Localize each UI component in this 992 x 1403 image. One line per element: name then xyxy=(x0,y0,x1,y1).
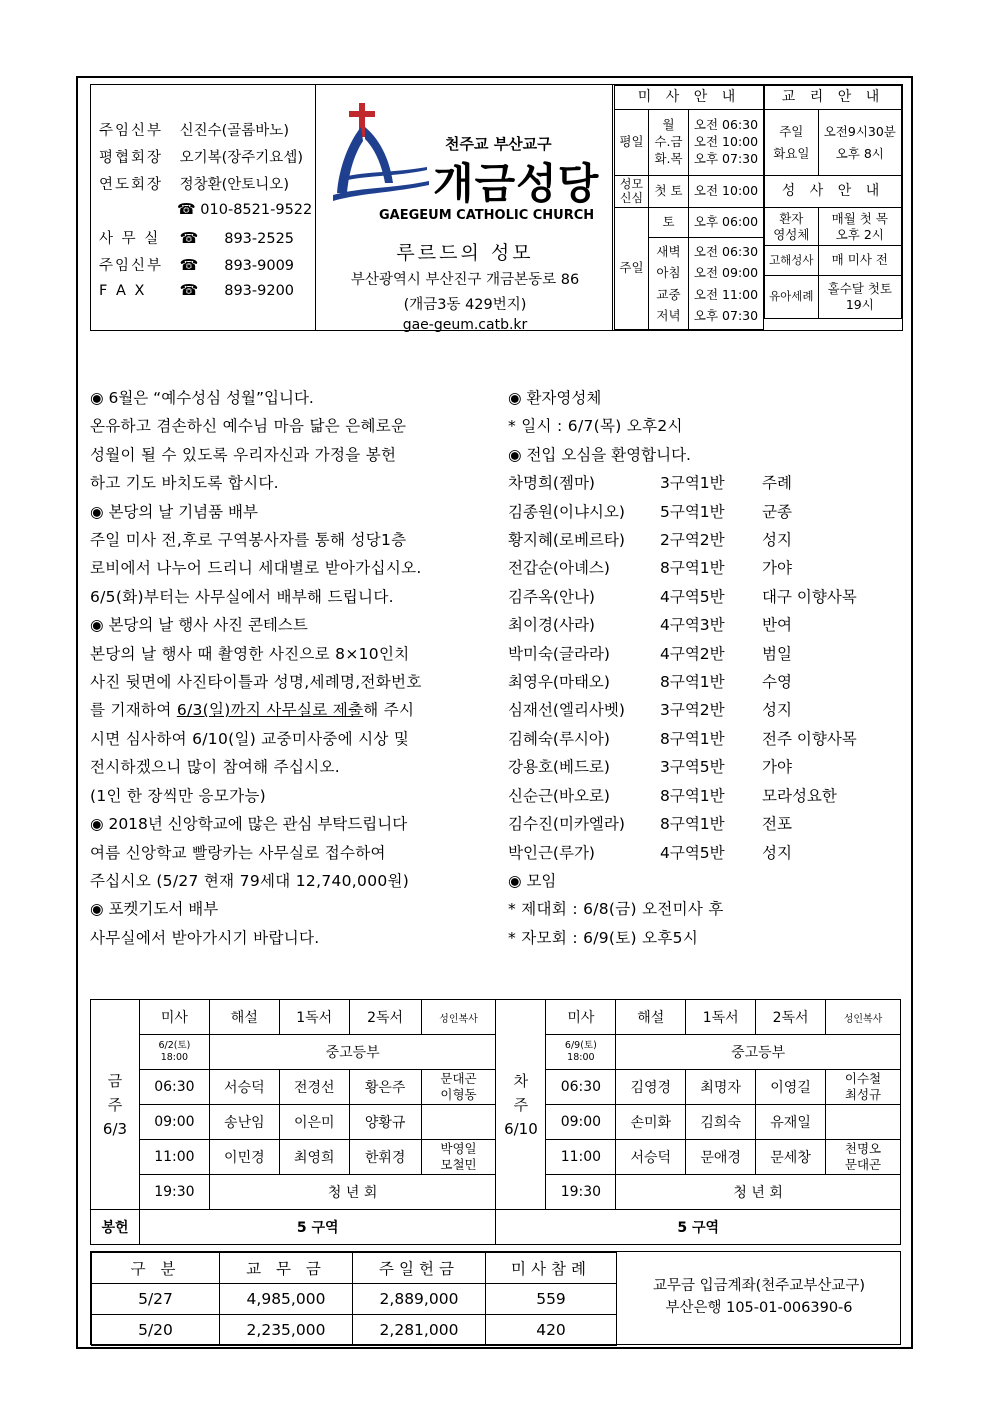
sunday-mass-time: 오후 07:30 xyxy=(693,307,759,323)
paragraph-line: 사진 뒷면에 사진타이틀과 성명,세례명,전화번호 xyxy=(90,673,422,692)
offering-next-week: 5 구역 xyxy=(496,1210,901,1245)
ministry-roster-table xyxy=(90,999,901,1245)
newcomer-name: 박인근(루가) xyxy=(508,843,595,862)
finance-header: 주일헌금 xyxy=(353,1253,486,1284)
weekday-time: 오후 07:30 xyxy=(693,150,759,166)
mass-time: 11:00 xyxy=(139,1140,209,1175)
newcomer-name: 심재선(엘리사벳) xyxy=(508,701,625,720)
newcomer-prev-parish: 전주 이향사목 xyxy=(762,729,857,748)
mass-time: 19:30 xyxy=(546,1175,616,1210)
paragraph-line: 로비에서 나누어 드리니 세대별로 받아가십시오. xyxy=(90,559,422,578)
header xyxy=(90,84,903,331)
pastor-tel: 893-9009 xyxy=(224,258,295,274)
roster-group: 중고등부 xyxy=(209,1035,496,1070)
saturday-day: 토 xyxy=(649,208,689,238)
phone-icon: ☎ xyxy=(179,229,199,247)
phone-icon: ☎ xyxy=(177,200,196,218)
pastor-tel-row xyxy=(99,254,294,275)
fax-row xyxy=(99,281,294,299)
mobile-row xyxy=(177,200,312,218)
roster-header: 해설 xyxy=(616,1000,686,1035)
paragraph-line: 여름 신앙학교 빨랑카는 사무실로 접수하여 xyxy=(90,843,386,862)
sick-communion-label: 환자 영성체 xyxy=(765,208,819,246)
newcomer-name: 황지혜(로베르타) xyxy=(508,531,625,550)
society-label: 연도회장 xyxy=(99,177,164,193)
newcomer-prev-parish: 수영 xyxy=(762,673,792,692)
catechism-time: 오후 8시 xyxy=(835,145,884,161)
mass-time: 19:30 xyxy=(139,1175,209,1210)
underlined-deadline: 6/3(일)까지 사무실로 제출 xyxy=(176,701,364,720)
paragraph-line xyxy=(90,696,500,724)
newcomer-prev-parish: 대구 이향사목 xyxy=(762,587,857,606)
first-reader: 최명자 xyxy=(686,1070,756,1105)
weekday-days xyxy=(649,110,689,176)
newcomer-prev-parish: 가야 xyxy=(762,758,792,777)
church-name-en: GAEGEUM CATHOLIC CHURCH xyxy=(379,208,595,223)
paragraph-line: 주십시오 (5/27 현재 79세대 12,740,000원) xyxy=(90,871,410,890)
paragraph-line: 시면 심사하여 6/10(일) 교중미사중에 시상 및 xyxy=(90,729,410,748)
finance-cell: 5/20 xyxy=(92,1315,220,1346)
newcomer-district: 4구역3반 xyxy=(660,616,725,635)
paragraph-line: 하고 기도 바치도록 합시다. xyxy=(90,474,279,493)
website-link[interactable]: gae-geum.catb.kr xyxy=(402,317,528,333)
mass-schedule-title: 미 사 안 내 xyxy=(615,86,764,110)
holy-hour-label: 성모 신심 xyxy=(615,176,649,208)
first-reader: 김희숙 xyxy=(686,1105,756,1140)
office-tel: 893-2525 xyxy=(224,231,295,247)
finance-cell: 2,281,000 xyxy=(353,1315,486,1346)
newcomer-row xyxy=(508,498,908,526)
finance-table xyxy=(91,1252,617,1346)
sick-communion-value: 매월 첫 목 오후 2시 xyxy=(818,208,901,246)
second-reader: 양황규 xyxy=(349,1105,421,1140)
mass-time: 6/2(토) 18:00 xyxy=(139,1035,209,1070)
account-number: 부산은행 105-01-006390-6 xyxy=(665,1300,853,1316)
newcomer-row xyxy=(508,640,908,668)
first-reader: 최영희 xyxy=(279,1140,349,1175)
paragraph-line: (1인 한 장씩만 응모가능) xyxy=(90,786,266,805)
pastor-label: 주임신부 xyxy=(99,123,164,139)
holy-hour-day: 첫 토 xyxy=(649,176,689,208)
newcomer-name: 박미숙(글라라) xyxy=(508,644,610,663)
church-name: 개금성당 xyxy=(433,159,600,208)
bank-account xyxy=(619,1275,899,1319)
next-week-label: 차 주 6/10 xyxy=(496,1000,546,1210)
paragraph-line: 본당의 날 행사 때 촬영한 사진으로 8×10인치 xyxy=(90,644,410,663)
church-logo-icon xyxy=(331,97,431,203)
roster-row xyxy=(91,1035,901,1070)
section-heading: ◉ 2018년 신앙학교에 많은 관심 부탁드립니다 xyxy=(90,815,408,834)
sunday-mass-names xyxy=(649,238,689,330)
weekday-time: 오전 10:00 xyxy=(693,134,759,150)
newcomer-district: 5구역1반 xyxy=(660,502,725,521)
baptism-value: 홀수달 첫토 19시 xyxy=(818,276,901,319)
roster-header: 해설 xyxy=(209,1000,279,1035)
commentator: 서승덕 xyxy=(616,1140,686,1175)
newcomer-name: 신순근(바오로) xyxy=(508,786,610,805)
roster-header-row xyxy=(91,1000,901,1035)
sunday-mass-time: 오전 11:00 xyxy=(693,286,759,302)
second-reader: 한휘경 xyxy=(349,1140,421,1175)
finance-cell: 2,889,000 xyxy=(353,1284,486,1315)
baptism-label: 유아세례 xyxy=(765,276,819,319)
address: 부산광역시 부산진구 개금본동로 86 xyxy=(350,272,580,288)
newcomer-list xyxy=(508,469,908,867)
newcomer-district: 8구역1반 xyxy=(660,786,725,805)
newcomer-row xyxy=(508,583,908,611)
weekday-time: 오전 06:30 xyxy=(693,117,759,133)
newcomer-district: 3구역2반 xyxy=(660,701,725,720)
newcomer-district: 8구역1반 xyxy=(660,729,725,748)
newcomer-name: 김주옥(안나) xyxy=(508,587,595,606)
first-reader: 문애경 xyxy=(686,1140,756,1175)
newcomer-name: 차명희(젬마) xyxy=(508,474,595,493)
section-heading: ◉ 전입 오심을 환영합니다. xyxy=(508,445,691,464)
mobile-number: 010-8521-9522 xyxy=(200,202,313,218)
finance-cell: 559 xyxy=(486,1284,617,1315)
newcomer-row xyxy=(508,526,908,554)
finance-cell: 4,985,000 xyxy=(220,1284,353,1315)
section-heading: ◉ 6월은 “예수성심 성월”입니다. xyxy=(90,389,314,407)
announcements-right xyxy=(508,384,908,952)
weekday-day: 월 xyxy=(662,117,675,133)
finance-header: 미사참례 xyxy=(486,1253,617,1284)
roster-row xyxy=(91,1070,901,1105)
paragraph-line: 온유하고 겸손하신 예수님 마음 닮은 은혜로운 xyxy=(90,417,407,436)
confession-label: 고해성사 xyxy=(765,246,819,276)
newcomer-row xyxy=(508,668,908,696)
sunday-mass-times xyxy=(689,238,764,330)
paragraph-line: 주일 미사 전,후로 구역봉사자를 통해 성당1층 xyxy=(90,531,407,550)
phone-icon: ☎ xyxy=(179,256,199,274)
altar-server xyxy=(421,1105,496,1140)
saturday-time: 오후 06:00 xyxy=(689,208,764,238)
commentator: 서승덕 xyxy=(209,1070,279,1105)
pastor-tel-label: 주임신부 xyxy=(99,258,164,274)
newcomer-district: 4구역2반 xyxy=(660,644,725,663)
newcomer-prev-parish: 모라성요한 xyxy=(762,786,837,805)
newcomer-name: 김종원(이냐시오) xyxy=(508,502,625,521)
second-reader: 황은주 xyxy=(349,1070,421,1105)
text-run: 해 주시 xyxy=(363,701,415,720)
commentator: 이민경 xyxy=(209,1140,279,1175)
office-label: 사 무 실 xyxy=(99,231,161,247)
mass-time: 06:30 xyxy=(139,1070,209,1105)
newcomer-row xyxy=(508,839,908,867)
sick-communion-text: * 일시 : 6/7(목) 오후2시 xyxy=(508,417,683,436)
finance-section xyxy=(90,1251,901,1345)
newcomer-name: 최영우(마태오) xyxy=(508,673,610,692)
roster-header: 2독서 xyxy=(756,1000,826,1035)
paragraph-line: 사무실에서 받아가시기 바랍니다. xyxy=(90,928,320,947)
bulletin-page xyxy=(76,76,913,1349)
roster-group: 청 년 회 xyxy=(616,1175,901,1210)
newcomer-row xyxy=(508,611,908,639)
society-name: 정창환(안토니오) xyxy=(179,177,289,193)
roster-group: 중고등부 xyxy=(616,1035,901,1070)
offering-label: 봉헌 xyxy=(91,1210,140,1245)
paragraph-line: 6/5(화)부터는 사무실에서 배부해 드립니다. xyxy=(90,587,394,606)
council-label: 평협회장 xyxy=(99,150,164,166)
sunday-label: 주일 xyxy=(615,208,649,330)
section-heading: ◉ 환자영성체 xyxy=(508,389,602,407)
council-name: 오기복(장주기요셉) xyxy=(179,150,303,166)
catechism-title: 교 리 안 내 xyxy=(765,86,902,110)
weekday-times xyxy=(689,110,764,176)
roster-header: 2독서 xyxy=(349,1000,421,1035)
contact-panel xyxy=(91,85,316,330)
catechism-days xyxy=(765,110,819,176)
office-row xyxy=(99,227,294,248)
newcomer-row xyxy=(508,554,908,582)
newcomer-prev-parish: 성지 xyxy=(762,531,792,550)
newcomer-row xyxy=(508,469,908,497)
altar-server: 박영일 모철민 xyxy=(421,1140,496,1175)
finance-cell: 5/27 xyxy=(92,1284,220,1315)
newcomer-district: 3구역5반 xyxy=(660,758,725,777)
altar-server: 이수철 최성규 xyxy=(826,1070,901,1105)
paragraph-line: 성월이 될 수 있도록 우리자신과 가정을 봉헌 xyxy=(90,445,397,464)
newcomer-row xyxy=(508,696,908,724)
sunday-mass-name: 저녁 xyxy=(656,307,681,323)
finance-header: 구 분 xyxy=(92,1253,220,1284)
newcomer-district: 2구역2반 xyxy=(660,531,725,550)
account-line: 교무금 입금계좌(천주교부산교구) xyxy=(652,1278,866,1294)
section-heading: ◉ 포켓기도서 배부 xyxy=(90,900,219,919)
newcomer-name: 강용호(베드로) xyxy=(508,758,610,777)
pastor-row xyxy=(99,119,289,140)
text-run: 를 기재하여 xyxy=(90,701,177,720)
first-reader: 이은미 xyxy=(279,1105,349,1140)
second-reader: 문세창 xyxy=(756,1140,826,1175)
newcomer-district: 8구역1반 xyxy=(660,673,725,692)
sunday-mass-name: 교중 xyxy=(656,286,681,302)
newcomer-prev-parish: 주례 xyxy=(762,474,792,493)
newcomer-row xyxy=(508,810,908,838)
catechism-day: 화요일 xyxy=(773,145,810,161)
newcomer-district: 8구역1반 xyxy=(660,559,725,578)
catechism-day: 주일 xyxy=(779,124,804,140)
newcomer-prev-parish: 군종 xyxy=(762,502,792,521)
newcomer-prev-parish: 반여 xyxy=(762,616,792,635)
mass-time: 09:00 xyxy=(546,1105,616,1140)
roster-header: 미사 xyxy=(139,1000,209,1035)
sunday-mass-name: 아침 xyxy=(656,265,681,281)
mass-time: 11:00 xyxy=(546,1140,616,1175)
address-old: (개금3동 429번지) xyxy=(403,297,527,313)
roster-header: 성인복사 xyxy=(421,1000,496,1035)
fax-label: F A X xyxy=(99,283,147,299)
holy-hour-time: 오전 10:00 xyxy=(689,176,764,208)
church-identity xyxy=(317,85,613,333)
meeting-item: * 자모회 : 6/9(토) 오후5시 xyxy=(508,928,699,947)
this-week-label: 금 주 6/3 xyxy=(91,1000,140,1210)
newcomer-name: 최이경(사라) xyxy=(508,616,595,635)
finance-row xyxy=(92,1315,617,1346)
newcomer-district: 4구역5반 xyxy=(660,587,725,606)
announcements-left xyxy=(90,384,500,952)
second-reader: 유재일 xyxy=(756,1105,826,1140)
finance-cell: 420 xyxy=(486,1315,617,1346)
roster-header: 1독서 xyxy=(686,1000,756,1035)
newcomer-prev-parish: 성지 xyxy=(762,701,792,720)
finance-cell: 2,235,000 xyxy=(220,1315,353,1346)
patron-motto: 루르드의 성모 xyxy=(396,242,534,264)
mass-time: 06:30 xyxy=(546,1070,616,1105)
paragraph-line: 전시하겠으니 많이 참여해 주십시오. xyxy=(90,758,341,777)
mass-time: 6/9(토) 18:00 xyxy=(546,1035,616,1070)
newcomer-name: 전갑순(아녜스) xyxy=(508,559,610,578)
newcomer-prev-parish: 범일 xyxy=(762,644,792,663)
finance-header: 교 무 금 xyxy=(220,1253,353,1284)
catechism-time: 오전9시30분 xyxy=(823,124,896,140)
sunday-mass-time: 오전 09:00 xyxy=(693,265,759,281)
roster-header: 성인복사 xyxy=(826,1000,901,1035)
newcomer-prev-parish: 가야 xyxy=(762,559,792,578)
society-row xyxy=(99,173,289,194)
newcomer-row xyxy=(508,782,908,810)
pastor-name: 신진수(골롬바노) xyxy=(179,123,289,139)
meeting-item: * 제대회 : 6/8(금) 오전미사 후 xyxy=(508,900,724,919)
fax-number: 893-9200 xyxy=(224,283,295,299)
commentator: 송난임 xyxy=(209,1105,279,1140)
section-heading: ◉ 본당의 날 행사 사진 콘테스트 xyxy=(90,616,308,635)
finance-row xyxy=(92,1284,617,1315)
sacrament-title: 성 사 안 내 xyxy=(765,176,902,208)
first-reader: 전경선 xyxy=(279,1070,349,1105)
roster-row xyxy=(91,1105,901,1140)
catechism-sacrament-table xyxy=(764,85,902,319)
catechism-times xyxy=(818,110,901,176)
altar-server xyxy=(826,1105,901,1140)
newcomer-name: 김수진(미카엘라) xyxy=(508,815,625,834)
altar-server: 문대곤 이형동 xyxy=(421,1070,496,1105)
second-reader: 이영길 xyxy=(756,1070,826,1105)
mass-schedule-table xyxy=(614,85,764,330)
section-heading: ◉ 본당의 날 기념품 배부 xyxy=(90,502,258,521)
roster-header: 미사 xyxy=(546,1000,616,1035)
roster-row xyxy=(91,1175,901,1210)
weekday-label: 평일 xyxy=(615,110,649,176)
commentator: 김영경 xyxy=(616,1070,686,1105)
sunday-mass-time: 오전 06:30 xyxy=(693,244,759,259)
weekday-day: 수.금 xyxy=(654,134,683,150)
altar-server: 천명오 문대곤 xyxy=(826,1140,901,1175)
newcomer-name: 김혜숙(루시아) xyxy=(508,729,610,748)
newcomer-district: 8구역1반 xyxy=(660,815,725,834)
commentator: 손미화 xyxy=(616,1105,686,1140)
newcomer-row xyxy=(508,725,908,753)
newcomer-district: 3구역1반 xyxy=(660,474,725,493)
confession-value: 매 미사 전 xyxy=(818,246,901,276)
roster-row xyxy=(91,1140,901,1175)
weekday-day: 화.목 xyxy=(654,150,683,166)
newcomer-prev-parish: 전포 xyxy=(762,815,792,834)
newcomer-row xyxy=(508,753,908,781)
section-heading: ◉ 모임 xyxy=(508,871,557,890)
diocese-name: 천주교 부산교구 xyxy=(445,135,552,153)
roster-group: 청 년 회 xyxy=(209,1175,496,1210)
newcomer-prev-parish: 성지 xyxy=(762,843,792,862)
offering-row xyxy=(91,1210,901,1245)
sunday-mass-name: 새벽 xyxy=(656,244,681,259)
mass-time: 09:00 xyxy=(139,1105,209,1140)
roster-header: 1독서 xyxy=(279,1000,349,1035)
offering-this-week: 5 구역 xyxy=(139,1210,495,1245)
fax-icon: ☎ xyxy=(179,281,199,299)
council-row xyxy=(99,146,303,167)
newcomer-district: 4구역5반 xyxy=(660,843,725,862)
